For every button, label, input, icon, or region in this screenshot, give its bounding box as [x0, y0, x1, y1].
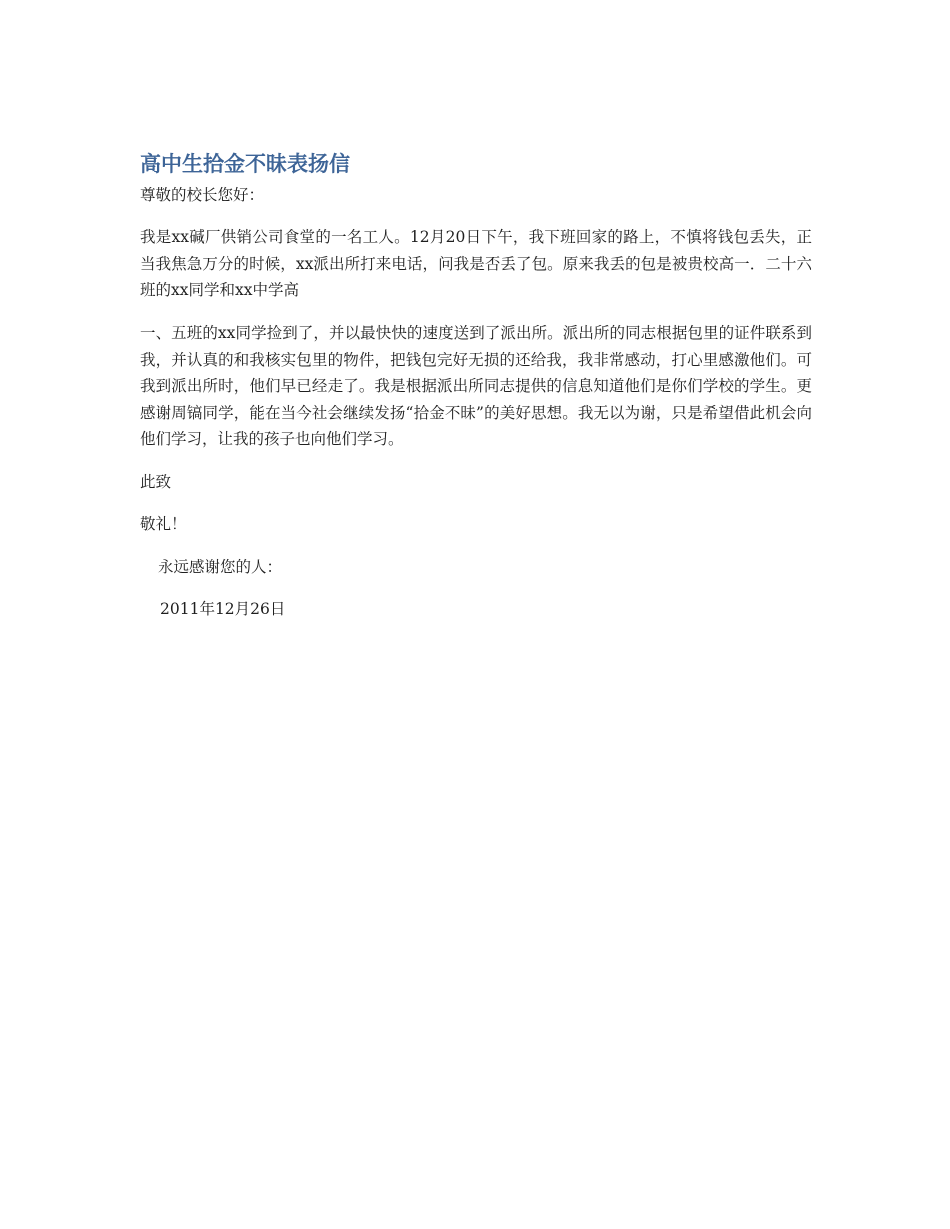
body-paragraph-1: 我是xx碱厂供销公司食堂的一名工人。12月20日下午，我下班回家的路上，不慎将钱包丢失，正当我焦急万分的时候，xx派出所打来电话，问我是否丢了包。原来我丢的包是被贵校高一．二十六班的xx同学和xx中学高 [140, 228, 812, 299]
closing-line-2: 敬礼！ [140, 515, 187, 533]
closing-line-1: 此致 [140, 473, 172, 491]
body-paragraph-2: 一、五班的xx同学捡到了，并以最快快的速度送到了派出所。派出所的同志根据包里的证件联系到我，并认真的和我核实包里的物件，把钱包完好无损的还给我，我非常感动，打心里感激他们。可我到派出所时，他们早已经走了。我是根据派出所同志提供的信息知道他们是你们学校的学生。更感谢周镐同学，能在当今社会继续发扬“拾金不昧”的美好思想。我无以为谢，只是希望借此机会向他们学习，让我的孩子也向他们学习。 [140, 324, 812, 448]
letter-date: 2011年12月26日 [160, 600, 286, 618]
salutation: 尊敬的校长您好： [140, 186, 265, 204]
document-title: 高中生拾金不昧表扬信 [140, 152, 350, 176]
signature: 永远感谢您的人： [158, 558, 283, 576]
